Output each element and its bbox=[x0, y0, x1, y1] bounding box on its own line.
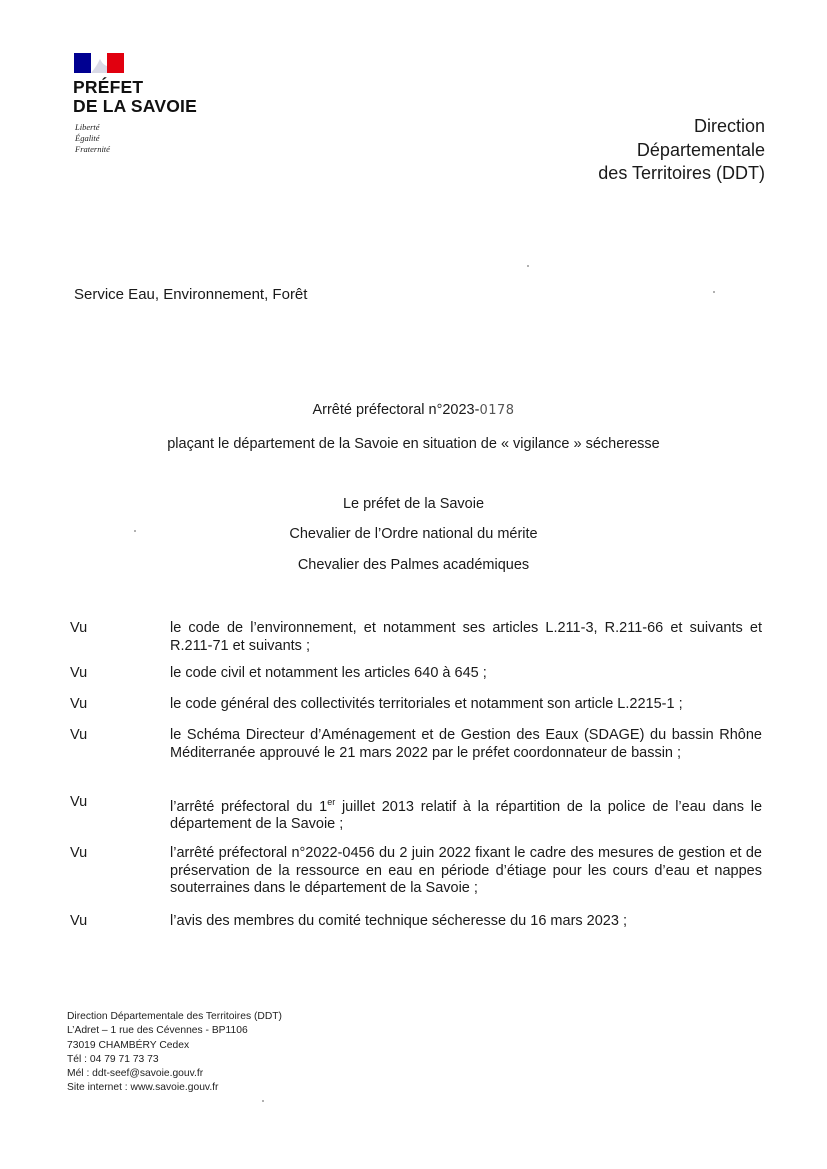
scan-speck bbox=[713, 291, 715, 293]
scan-speck bbox=[262, 1100, 264, 1102]
footer-line-org: Direction Départementale des Territoires (DDT) bbox=[67, 1011, 282, 1022]
footer-address bbox=[67, 1010, 282, 1096]
direction-line-3: des Territoires (DDT) bbox=[598, 163, 765, 183]
scan-speck bbox=[527, 265, 529, 267]
footer-line-phone: Tél : 04 79 71 73 73 bbox=[67, 1053, 159, 1065]
visa-text: l’arrêté préfectoral du 1er juillet 2013 relatif à la répartition de la police de l’eau dans le département de la Savoie ; bbox=[170, 797, 763, 833]
arrete-title-prefix: Arrêté préfectoral n°2023- bbox=[312, 402, 480, 418]
visa-label: Vu bbox=[70, 620, 88, 636]
visa-text: l’avis des membres du comité technique sécheresse du 16 mars 2023 ; bbox=[170, 913, 627, 929]
visa-item bbox=[70, 620, 762, 655]
visa-text: le code général des collectivités territoriales et notamment son article L.2215-1 ; bbox=[170, 696, 683, 712]
motto-egalite: Égalité bbox=[75, 133, 100, 143]
visa-text: l’arrêté préfectoral n°2022-0456 du 2 juin 2022 fixant le cadre des mesures de gestion et de préservation de la ressource en eau en période d’étiage pour les cours d’eau et nappes souterraines dans le département de la Savoie ; bbox=[170, 845, 762, 896]
direction-block bbox=[598, 115, 765, 186]
arrete-subtitle: plaçant le département de la Savoie en situation de « vigilance » sécheresse bbox=[167, 436, 660, 452]
direction-line-1: Direction bbox=[693, 116, 765, 136]
prefet-line-1: Le préfet de la Savoie bbox=[342, 496, 485, 512]
visa-item bbox=[70, 727, 762, 762]
visa-text: le code de l’environnement, et notamment ses articles L.211-3, R.211-66 et suivants et R.211-71 et suivants ; bbox=[170, 620, 762, 654]
prefet-title-line2: DE LA SAVOIE bbox=[73, 96, 197, 116]
visa-label: Vu bbox=[70, 794, 88, 810]
marianne-flag-icon bbox=[74, 53, 124, 73]
footer-line-email: Mél : ddt-seef@savoie.gouv.fr bbox=[67, 1068, 204, 1080]
footer-line-website: Site internet : www.savoie.gouv.fr bbox=[67, 1082, 219, 1094]
prefet-title bbox=[73, 78, 197, 116]
visa-item bbox=[70, 794, 762, 834]
visa-label: Vu bbox=[70, 696, 88, 712]
footer-line-city: 73019 CHAMBÉRY Cedex bbox=[67, 1039, 190, 1051]
visa-label: Vu bbox=[70, 727, 88, 743]
visa-text: le code civil et notamment les articles 640 à 645 ; bbox=[170, 665, 487, 681]
prefet-title-line1: PRÉFET bbox=[73, 77, 144, 97]
motto-liberte: Liberté bbox=[75, 122, 100, 132]
visa-item bbox=[70, 665, 762, 683]
prefet-line-2: Chevalier de l’Ordre national du mérite bbox=[289, 526, 538, 542]
visa-label: Vu bbox=[70, 845, 88, 861]
motto-fraternite: Fraternité bbox=[75, 144, 110, 154]
prefet-line-3: Chevalier des Palmes académiques bbox=[297, 557, 530, 573]
service-name: Service Eau, Environnement, Forêt bbox=[74, 286, 308, 303]
footer-line-street: L’Adret – 1 rue des Cévennes - BP1106 bbox=[67, 1025, 248, 1037]
visa-label: Vu bbox=[70, 665, 88, 681]
visa-item bbox=[70, 913, 762, 931]
visa-label: Vu bbox=[70, 913, 88, 929]
arrete-title bbox=[0, 402, 827, 418]
visa-item bbox=[70, 696, 762, 714]
scan-speck bbox=[134, 530, 136, 532]
visa-text: le Schéma Directeur d’Aménagement et de Gestion des Eaux (SDAGE) du bassin Rhône Méditerranée approuvé le 21 mars 2022 par le préfet coordonnateur de bassin ; bbox=[170, 727, 762, 761]
arrete-handwritten-number: 0178 bbox=[479, 403, 515, 418]
republic-motto bbox=[75, 122, 110, 155]
direction-line-2: Départementale bbox=[636, 139, 765, 160]
visa-item bbox=[70, 845, 762, 898]
